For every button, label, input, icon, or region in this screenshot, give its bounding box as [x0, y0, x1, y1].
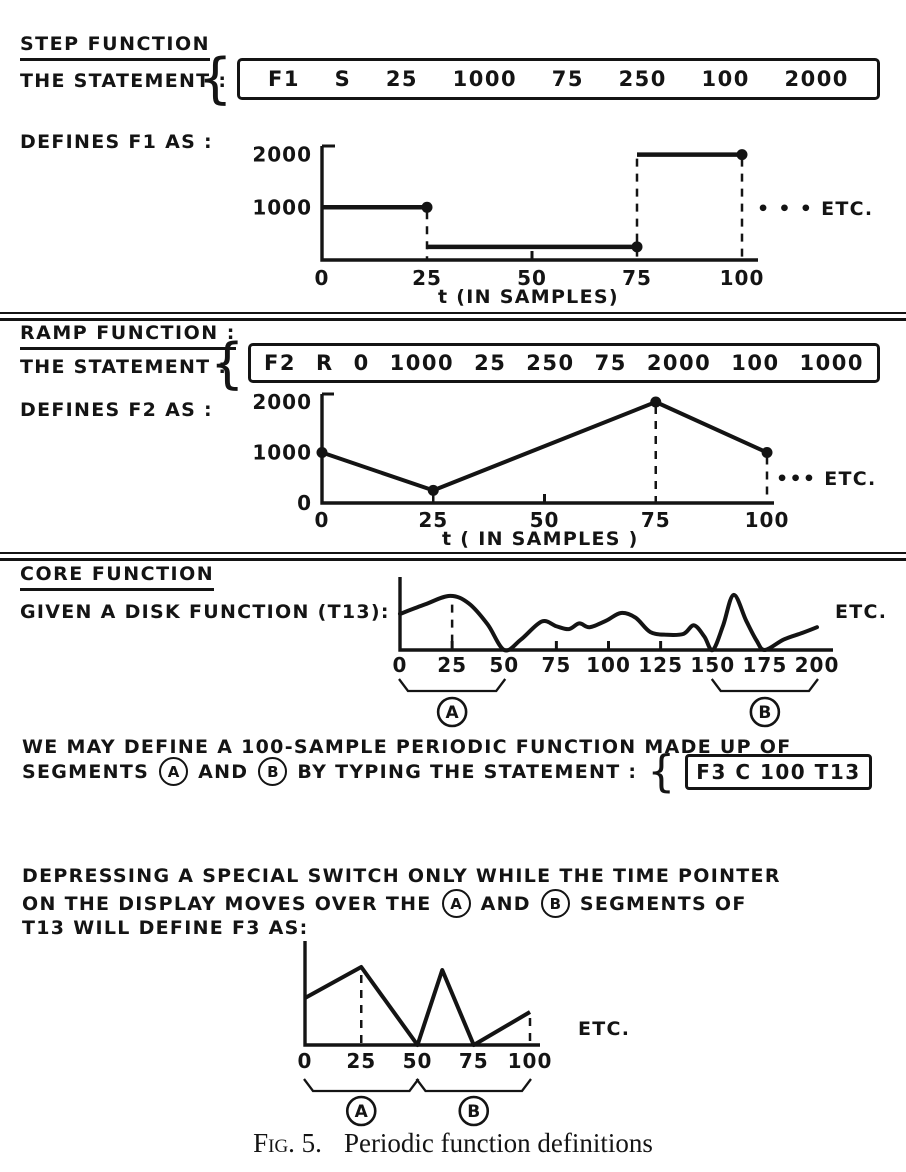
core-xtick-label: 125: [638, 653, 683, 677]
core-segment-brace: [399, 679, 505, 691]
f3-segment-brace: [304, 1079, 419, 1091]
step-ytick-label: 1000: [252, 195, 312, 220]
section-divider: [0, 552, 906, 561]
statement-token: 1000: [799, 351, 864, 375]
ramp-ytick-label: 0: [297, 491, 312, 515]
step-xtick-label: 100: [719, 266, 765, 290]
depress-line2-and: AND: [480, 892, 531, 915]
depress-line1: DEPRESSING A SPECIAL SWITCH ONLY WHILE THE TIME POINTER: [22, 865, 781, 887]
step-data-dot: [422, 202, 433, 213]
statement-token: 2000: [784, 67, 849, 91]
core-segment-letter: A: [445, 703, 459, 723]
statement-token: 2000: [646, 351, 712, 375]
ramp-plot-axes: [322, 394, 774, 503]
core-segment-letter: B: [758, 703, 772, 723]
ramp-statement-label: THE STATEMENT :: [20, 356, 228, 378]
ramp-section-title: RAMP FUNCTION :: [20, 322, 236, 350]
ramp-defines-label: DEFINES F2 AS :: [20, 399, 213, 421]
section-divider: [0, 312, 906, 321]
core-paragraph-line1: WE MAY DEFINE A 100-SAMPLE PERIODIC FUNCTION MADE UP OF: [22, 736, 792, 758]
statement-token: 250: [618, 67, 667, 91]
f3-segment-letter: B: [467, 1102, 481, 1122]
figure-caption-number: Fig. 5.: [253, 1128, 322, 1158]
statement-token: F1: [268, 67, 300, 91]
core-xtick-label: 0: [392, 653, 408, 677]
statement-token: F2: [264, 351, 296, 375]
core-paragraph-and-text: AND: [198, 760, 249, 783]
statement-token: 100: [731, 351, 780, 375]
ramp-data-dot: [317, 447, 328, 458]
f3-xtick-label: 0: [297, 1049, 313, 1073]
core-xtick-label: 200: [794, 653, 840, 677]
circled-b-badge: B: [541, 889, 570, 918]
core-xtick-label: 150: [690, 653, 736, 677]
circled-b-badge: B: [258, 757, 287, 786]
depress-line2-pre: ON THE DISPLAY MOVES OVER THE: [22, 892, 432, 915]
ramp-xtick-label: 0: [314, 508, 330, 532]
core-etc-label: ETC.: [835, 601, 888, 623]
ramp-data-dot: [650, 397, 661, 408]
core-xtick-label: 50: [489, 653, 520, 677]
statement-token: 250: [526, 351, 575, 375]
circled-a-badge: A: [159, 757, 188, 786]
core-statement-box: F3 C 100 T13: [685, 754, 871, 790]
f3-segment-letter: A: [354, 1102, 368, 1122]
statement-token: 75: [594, 351, 627, 375]
ramp-xtick-label: 25: [418, 508, 449, 532]
statement-token: 100: [701, 67, 750, 91]
f3-xtick-label: 100: [507, 1049, 553, 1073]
core-xtick-label: 100: [586, 653, 631, 677]
step-xtick-label: 50: [517, 266, 547, 290]
step-data-dot: [737, 149, 748, 160]
core-segment-brace: [712, 679, 818, 691]
statement-token: 0: [353, 351, 370, 375]
f3-line-series: [305, 967, 530, 1045]
ramp-line-series: [322, 402, 767, 490]
f3-xtick-label: 50: [402, 1049, 433, 1073]
step-xtick-label: 0: [314, 266, 330, 290]
statement-token: R: [315, 351, 334, 375]
ramp-data-dot: [428, 485, 439, 496]
step-statement-label: THE STATEMENT :: [20, 70, 228, 92]
statement-token: 75: [551, 67, 584, 91]
step-xtick-label: 75: [622, 266, 652, 290]
f3-segment-brace: [417, 1079, 532, 1091]
depress-line2-post: SEGMENTS OF: [579, 892, 747, 915]
f3-etc-label: ETC.: [578, 1018, 631, 1040]
statement-token: 25: [474, 351, 507, 375]
core-xtick-label: 75: [541, 653, 572, 677]
step-plot-axes: [322, 146, 758, 260]
step-opening-brace: {: [198, 47, 233, 110]
f3-xtick-label: 75: [458, 1049, 489, 1073]
ramp-opening-brace: {: [210, 332, 245, 395]
step-statement-box: [237, 58, 880, 100]
step-data-dot: [632, 241, 643, 252]
step-ytick-label: 2000: [252, 142, 312, 167]
figure-caption: [0, 1128, 906, 1159]
depress-line3: T13 WILL DEFINE F3 AS:: [22, 917, 309, 939]
core-xtick-label: 175: [742, 653, 788, 677]
core-section-title: CORE FUNCTION: [20, 563, 214, 591]
ramp-xtick-label: 50: [529, 508, 560, 532]
statement-token: 1000: [452, 67, 518, 91]
depress-line2: [22, 889, 747, 918]
ramp-xtick-label: 75: [640, 508, 671, 532]
step-section-title: STEP FUNCTION: [20, 33, 210, 61]
core-opening-brace: {: [647, 746, 676, 797]
ramp-ytick-label: 1000: [252, 440, 312, 465]
ramp-xaxis-label: t ( IN SAMPLES ): [442, 528, 639, 550]
ramp-etc-label: ••• ETC.: [776, 468, 877, 490]
ramp-xtick-label: 100: [744, 508, 790, 532]
step-etc-label: • • • ETC.: [757, 198, 874, 220]
ramp-ytick-label: 2000: [252, 390, 312, 414]
step-xaxis-label: t (IN SAMPLES): [438, 286, 619, 308]
core-xtick-label: 25: [437, 653, 468, 677]
ramp-data-dot: [762, 447, 773, 458]
f3-xtick-label: 25: [346, 1049, 377, 1073]
core-paragraph-typing-text: BY TYPING THE STATEMENT :: [297, 760, 638, 783]
circled-a-badge: A: [442, 889, 471, 918]
statement-token: S: [334, 67, 352, 91]
step-defines-label: DEFINES F1 AS :: [20, 131, 213, 153]
step-xtick-label: 25: [412, 266, 442, 290]
core-given-label: GIVEN A DISK FUNCTION (T13):: [20, 601, 390, 623]
core-paragraph-segments-text: SEGMENTS: [22, 760, 150, 783]
figure-caption-text: Periodic function definitions: [343, 1128, 653, 1158]
statement-token: 25: [385, 67, 419, 91]
statement-token: 1000: [389, 351, 455, 375]
ramp-statement-box: [248, 343, 880, 383]
